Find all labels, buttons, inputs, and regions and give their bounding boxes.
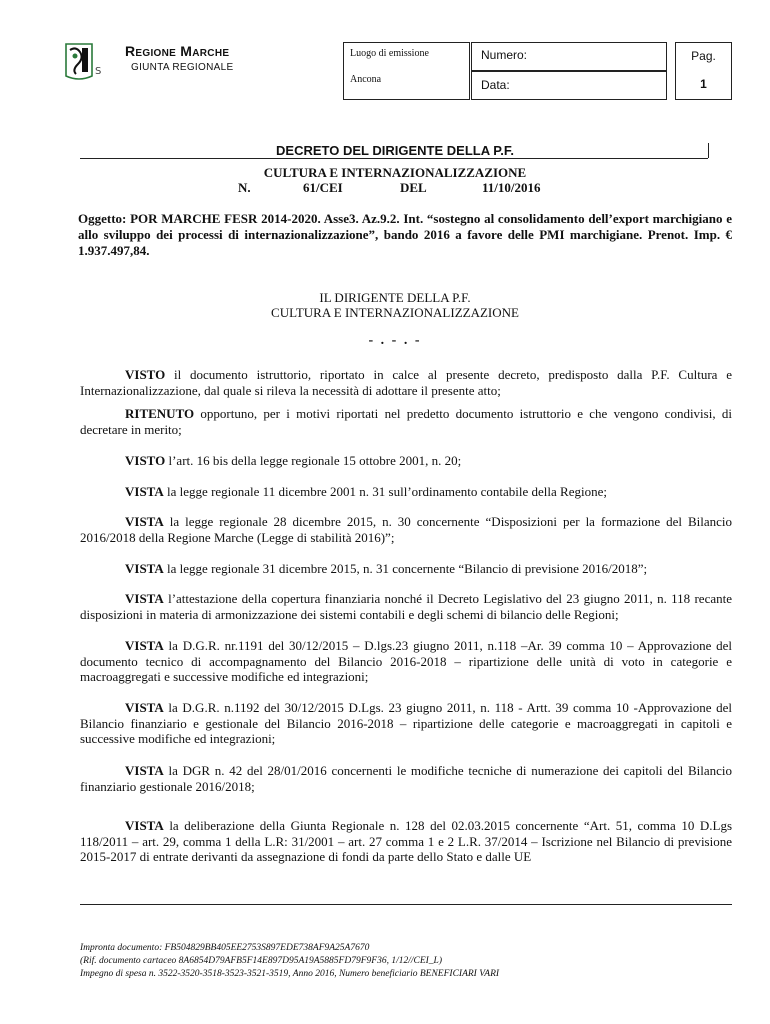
- decree-date-label: DEL: [400, 180, 427, 195]
- footer-paper-ref: (Rif. documento cartaceo 8A6854D79AFB5F14E897D95A19A5885FD79F9F36, 1/12//CEI_L): [80, 956, 442, 966]
- paragraph-text: la D.G.R. n.1192 del 30/12/2015 D.Lgs. 23 giugno 2011, n. 118 - Artt. 39 comma 10 -Approvazione del Bilancio finanziario e gestionale del Bilancio 2016-2018 – ripartizione delle categorie e macroaggregati in capitoli e successive modifiche ed integrazioni;: [80, 700, 732, 746]
- footer-fingerprint: Impronta documento: FB504829BB405EE2753S897EDE738AF9A25A7670: [80, 943, 370, 953]
- paragraph-text: la legge regionale 28 dicembre 2015, n. 30 concernente “Disposizioni per la formazione del Bilancio 2016/2018 della Regione Marche (Legge di stabilità 2016)”;: [80, 514, 732, 545]
- title-rule: [80, 158, 708, 159]
- paragraph-lead: VISTA: [125, 638, 164, 653]
- regione-marche-logo: [62, 36, 108, 82]
- subject: Oggetto: POR MARCHE FESR 2014-2020. Asse3. Az.9.2. Int. “sostegno al consolidamento dell’export marchigiano e allo sviluppo dei processi di internazionalizzazione”, bando 2016 a favore delle PMI marchigiane. Prenot. Imp. € 1.937.497,84.: [78, 211, 732, 258]
- dirigente-heading: IL DIRIGENTE DELLA P.F.: [319, 290, 471, 305]
- paragraph: [80, 591, 732, 622]
- paragraph: [80, 453, 732, 469]
- paragraph: [80, 484, 732, 500]
- paragraph-text: opportuno, per i motivi riportati nel predetto documento istruttorio e che vengono condivisi, di decretare in merito;: [80, 406, 732, 437]
- section-separator: - . - . -: [368, 333, 422, 348]
- paragraph: [80, 514, 732, 545]
- paragraph: [80, 367, 732, 398]
- luogo-value: Ancona: [350, 74, 382, 85]
- paragraph-lead: VISTO: [125, 367, 166, 382]
- org-name: Regione Marche: [125, 43, 230, 59]
- paragraph-text: la legge regionale 11 dicembre 2001 n. 31 sull’ordinamento contabile della Regione;: [163, 484, 607, 499]
- dirigente-office: CULTURA E INTERNAZIONALIZZAZIONE: [271, 305, 519, 320]
- paragraph-text: la D.G.R. nr.1191 del 30/12/2015 – D.lgs.23 giugno 2011, n.118 –Ar. 39 comma 10 – Approvazione del documento tecnico di accompagnamento del Bilancio 2016-2018 – ripartizione delle unità di voto in categorie e macroaggregati e successive modifiche ed integrazioni;: [80, 638, 732, 684]
- paragraph: [80, 818, 732, 865]
- paragraph-text: l’attestazione della copertura finanziaria nonché il Decreto Legislativo del 23 giugno 2011, n. 118 recante disposizioni in materia di armonizzazione dei sistemi contabili e degli schemi di bilancio delle Regioni;: [80, 591, 732, 622]
- paragraph: [80, 406, 732, 437]
- paragraph-lead: VISTA: [125, 700, 164, 715]
- footer-commitment: Impegno di spesa n. 3522-3520-3518-3523-3521-3519, Anno 2016, Numero beneficiario BENEFICIARI VARI: [80, 969, 500, 979]
- decree-number: 61/CEI: [303, 180, 343, 195]
- numero-label: Numero:: [481, 48, 528, 62]
- paragraph-lead: VISTA: [125, 514, 164, 529]
- footer-rule: [80, 904, 732, 905]
- svg-text:S: S: [95, 66, 102, 77]
- paragraph-text: il documento istruttorio, riportato in calce al presente decreto, predisposto dalla P.F. Cultura e Internazionalizzazione, dal quale si rileva la necessità di adottare il presente atto;: [80, 367, 732, 398]
- title-rule-tick: [708, 143, 709, 158]
- paragraph: [80, 638, 732, 685]
- luogo-label: Luogo di emissione: [350, 48, 429, 59]
- paragraph-lead: VISTA: [125, 561, 164, 576]
- org-subtitle: GIUNTA REGIONALE: [131, 62, 234, 73]
- paragraph-lead: VISTO: [125, 453, 166, 468]
- paragraph: [80, 763, 732, 794]
- decree-title: DECRETO DEL DIRIGENTE DELLA P.F.: [276, 143, 514, 158]
- paragraph-lead: VISTA: [125, 818, 164, 833]
- data-label: Data:: [481, 78, 510, 92]
- paragraph-lead: RITENUTO: [125, 406, 195, 421]
- page-number: 1: [700, 77, 707, 91]
- page-label: Pag.: [691, 49, 716, 63]
- decree-office: CULTURA E INTERNAZIONALIZZAZIONE: [263, 165, 527, 180]
- paragraph-text: la deliberazione della Giunta Regionale n. 128 del 02.03.2015 concernente “Art. 51, comma 10 D.Lgs 118/2011 – art. 29, comma 1 della L.R: 31/2001 – art. 27 comma 1 e 2 L.R. 37/2014 – Iscrizione nel Bilancio di previsione 2015-2017 di entrate derivanti da assegnazione di fondi da parte dello Stato e dalle UE: [80, 818, 732, 864]
- paragraph-text: l’art. 16 bis della legge regionale 15 ottobre 2001, n. 20;: [165, 453, 462, 468]
- paragraph-lead: VISTA: [125, 591, 164, 606]
- paragraph: [80, 700, 732, 747]
- paragraph-text: la legge regionale 31 dicembre 2015, n. 31 concernente “Bilancio di previsione 2016/2018”;: [163, 561, 648, 576]
- decree-number-label: N.: [238, 180, 251, 195]
- paragraph: [80, 561, 732, 577]
- paragraph-text: la DGR n. 42 del 28/01/2016 concernenti le modifiche tecniche di numerazione dei capitoli del Bilancio finanziario gestionale 2016/2018;: [80, 763, 732, 794]
- paragraph-lead: VISTA: [125, 763, 164, 778]
- decree-date: 11/10/2016: [482, 180, 541, 195]
- paragraph-lead: VISTA: [125, 484, 164, 499]
